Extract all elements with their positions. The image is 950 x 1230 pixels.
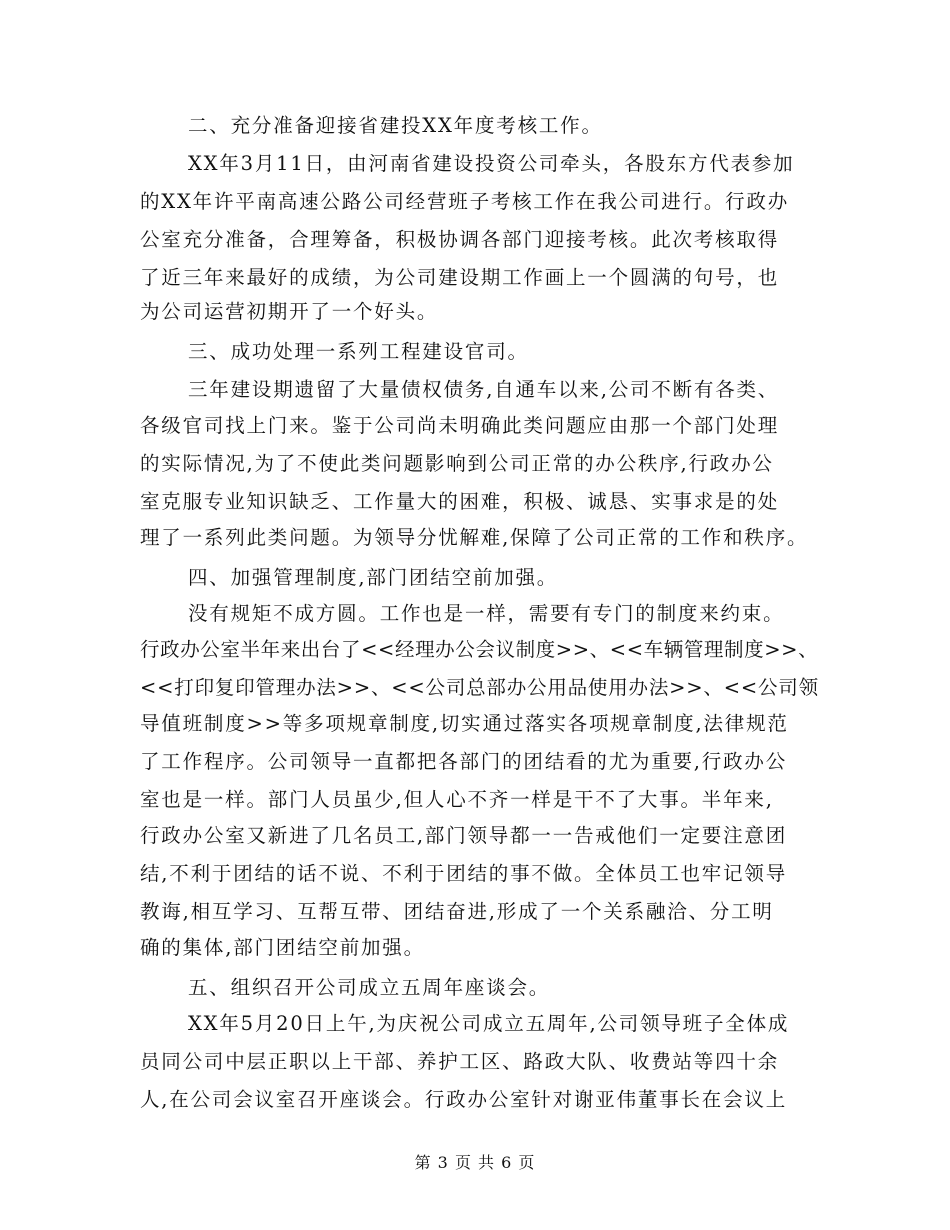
heading-section-5: 五、组织召开公司成立五周年座谈会。 <box>188 976 551 999</box>
paragraph-line: 的XX年许平南高速公路公司经营班子考核工作在我公司进行。行政办 <box>140 190 790 213</box>
paragraph-line: 结,不利于团结的话不说、不利于团结的事不做。全体员工也牢记领导 <box>140 862 787 885</box>
paragraph-line: 教诲,相互学习、互帮互带、团结奋进,形成了一个关系融洽、分工明 <box>140 900 774 923</box>
page-footer <box>0 1150 950 1173</box>
paragraph-line: 公室充分准备，合理筹备，积极协调各部门迎接考核。此次考核取得 <box>140 228 780 251</box>
paragraph-line: 行政办公室又新进了几名员工,部门领导都一一告戒他们一定要注意团 <box>140 824 787 847</box>
paragraph-line: 室克服专业知识缺乏、工作量大的困难，积极、诚恳、实事求是的处 <box>140 490 780 513</box>
paragraph-line: 三年建设期遗留了大量债权债务,自通车以来,公司不断有各类、 <box>188 378 780 401</box>
heading-section-4: 四、加强管理制度,部门团结空前加强。 <box>188 566 559 589</box>
paragraph-line: 理了一系列此类问题。为领导分忧解难,保障了公司正常的工作和秩序。 <box>140 526 809 549</box>
paragraph-line: 的实际情况,为了不使此类问题影响到公司正常的办公秩序,行政办公 <box>140 452 774 475</box>
paragraph-line: 了近三年来最好的成绩，为公司建设期工作画上一个圆满的句号，也 <box>140 266 780 289</box>
paragraph-line: 为公司运营初期开了一个好头。 <box>140 300 439 323</box>
paragraph-line: 导值班制度>>等多项规章制度,切实通过落实各项规章制度,法律规范 <box>140 712 789 735</box>
heading-section-3: 三、成功处理一系列工程建设官司。 <box>188 340 529 363</box>
paragraph-line: 确的集体,部门团结空前加强。 <box>140 936 425 959</box>
paragraph-line: XX年5月20日上午,为庆祝公司成立五周年,公司领导班子全体成 <box>188 1012 790 1035</box>
paragraph-line: 各级官司找上门来。鉴于公司尚未明确此类问题应由那一个部门处理 <box>140 414 780 437</box>
paragraph-line: 室也是一样。部门人员虽少,但人心不齐一样是干不了大事。半年来, <box>140 788 774 811</box>
paragraph-line: 没有规矩不成方圆。工作也是一样，需要有专门的制度来约束。 <box>188 602 785 625</box>
paragraph-line: 行政办公室半年来出台了<<经理办公会议制度>>、<<车辆管理制度>>、 <box>140 638 819 661</box>
heading-section-2: 二、充分准备迎接省建投XX年度考核工作。 <box>188 114 603 137</box>
paragraph-line: XX年3月11日，由河南省建设投资公司牵头，各股东方代表参加 <box>188 152 795 175</box>
paragraph-line: 人,在公司会议室召开座谈会。行政办公室针对谢亚伟董事长在会议上 <box>140 1088 787 1111</box>
paragraph-line: 了工作程序。公司领导一直都把各部门的团结看的尤为重要,行政办公 <box>140 750 787 773</box>
page-number: 第 3 页 共 6 页 <box>414 1153 536 1172</box>
paragraph-line: <<打印复印管理办法>>、<<公司总部办公用品使用办法>>、<<公司领 <box>140 676 819 699</box>
paragraph-line: 员同公司中层正职以上干部、养护工区、路政大队、收费站等四十余 <box>140 1050 780 1073</box>
